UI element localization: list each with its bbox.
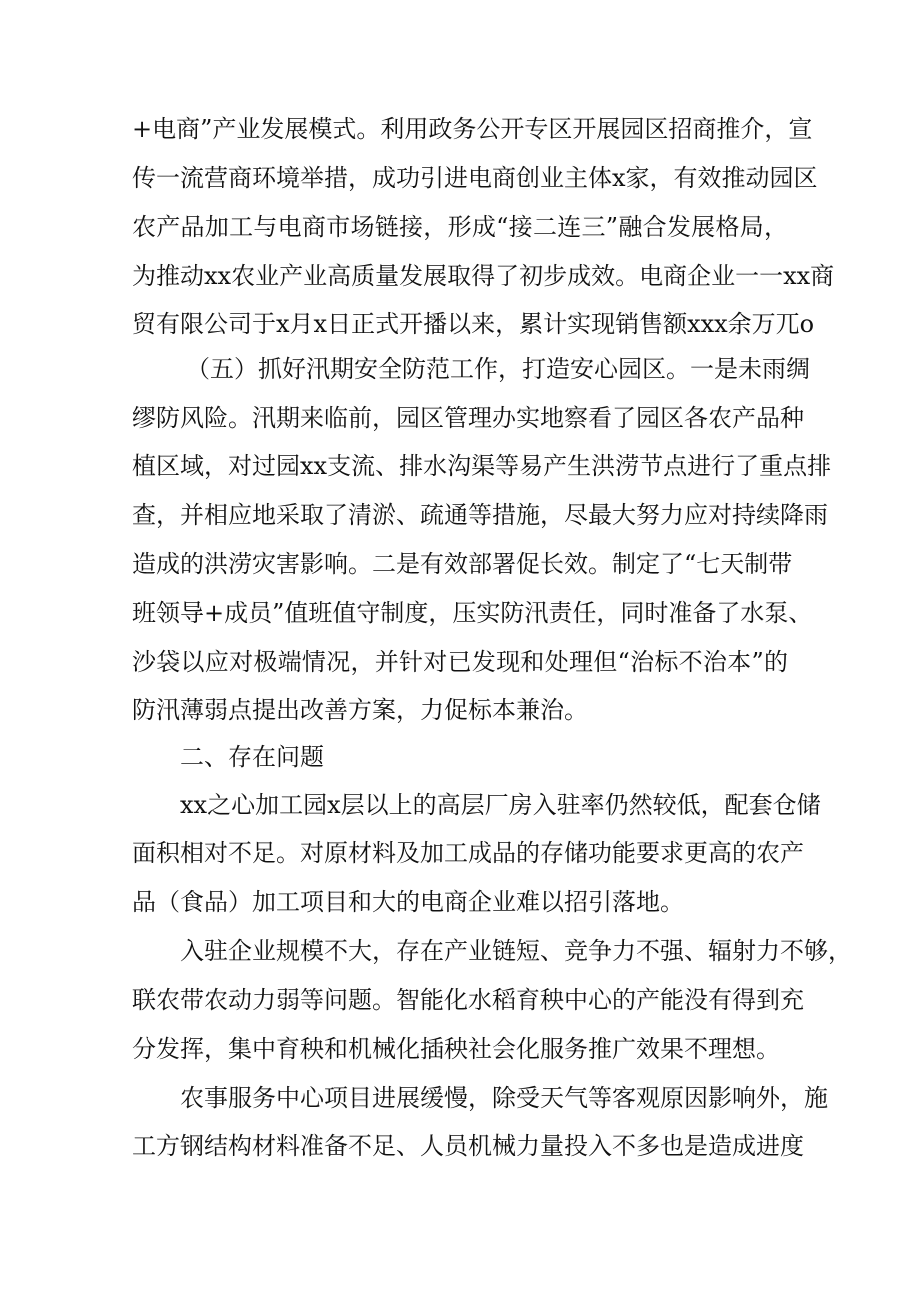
text-line: 入驻企业规模不大，存在产业链短、竞争力不强、辐射力不够， <box>180 937 852 965</box>
text-line: 班领导+成员”值班值守制度，压实防汛责任，同时准备了水泵、 <box>132 599 813 627</box>
text-line: 品（食品）加工项目和大的电商企业难以招引落地。 <box>132 888 684 916</box>
text-line: 造成的洪涝灾害影响。二是有效部署促长效。制定了“七天制带 <box>132 550 793 578</box>
text-line: +电商”产业发展模式。利用政务公开专区开展园区招商推介，宣 <box>132 115 813 143</box>
text-line: 传一流营商环境举措，成功引进电商创业主体x家，有效推动园区 <box>132 164 818 192</box>
text-line: 防汛薄弱点提出改善方案，力促标本兼治。 <box>132 696 588 724</box>
text-line: 农事服务中心项目进展缓慢，除受天气等客观原因影响外，施 <box>180 1084 828 1112</box>
text-line: 农产品加工与电商市场链接，形成“接二连三”融合发展格局， <box>132 213 788 241</box>
text-line: 工方钢结构材料准备不足、人员机械力量投入不多也是造成进度 <box>132 1132 804 1160</box>
section-heading-line: （五）抓好汛期安全防范工作，打造安心园区。一是未雨绸 <box>186 355 810 383</box>
text-line: 为推动xx农业产业高质量发展取得了初步成效。电商企业一一xx商 <box>132 262 835 290</box>
text-line: 贸有限公司于x月x日正式开播以来，累计实现销售额xxx余万兀o <box>132 310 815 338</box>
text-line: 缪防风险。汛期来临前，园区管理办实地察看了园区各农产品种 <box>132 404 804 432</box>
text-line: 沙袋以应对极端情况，并针对已发现和处理但“治标不治本”的 <box>132 648 788 676</box>
section-title: 二、存在问题 <box>180 743 324 771</box>
text-line: 植区域，对过园xx支流、排水沟渠等易产生洪涝节点进行了重点排 <box>132 452 832 480</box>
text-line: 查，并相应地采取了清淤、疏通等措施，尽最大努力应对持续降雨 <box>132 501 828 529</box>
text-line: xx之心加工园x层以上的高层厂房入驻率仍然较低，配套仓储 <box>180 791 821 819</box>
text-line: 联农带农动力弱等问题。智能化水稻育秧中心的产能没有得到充 <box>132 986 804 1014</box>
text-line: 分发挥，集中育秧和机械化插秧社会化服务推广效果不理想。 <box>132 1035 780 1063</box>
text-line: 面积相对不足。对原材料及加工成品的存储功能要求更高的农产 <box>132 839 804 867</box>
